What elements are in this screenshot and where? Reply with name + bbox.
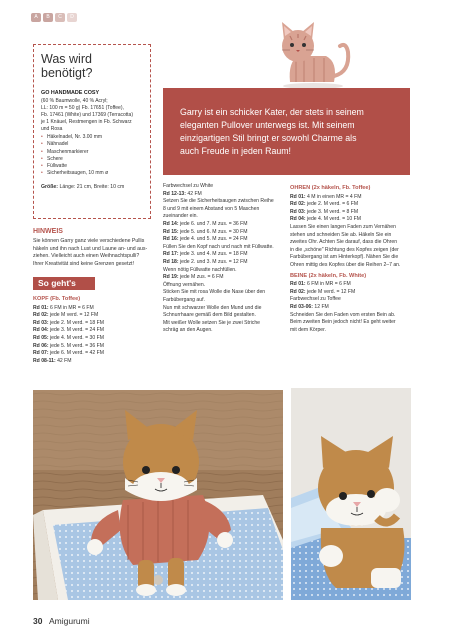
page-number: 30 (33, 616, 43, 626)
instruction-line: Schneiden Sie den Faden vom ersten Bein ab. (290, 311, 396, 318)
banner-line: auch Freude in jeden Raum! (180, 146, 292, 156)
instruction-line: Nun mit schwarzer Wolle den Mund und die (163, 304, 262, 311)
banner-line: eleganten Pullover unterwegs ist. Mit seinem (180, 120, 355, 130)
instruction-line: schräg an den Augen. (163, 327, 213, 334)
instruction-line: 8 und 9 mit einem Abstand von 5 Maschen (163, 205, 260, 212)
pattern-row: Rd 03: jede 2. M verd. = 18 FM (33, 319, 104, 326)
photo-cat-in-drawer-image (33, 390, 283, 600)
banner-line: Garry ist ein schicker Kater, der stets in seinem (180, 107, 364, 117)
yarn-line: und Rosa (41, 126, 63, 132)
materials-item: • Schere (41, 156, 144, 163)
tab-marker: A (31, 13, 41, 22)
magazine-title: Amigurumi (49, 616, 90, 626)
pattern-row: Rd 18: jede 2. und 3. M zus. = 12 FM (163, 258, 248, 265)
instruction-line: Öffnung vernähen. (163, 281, 206, 288)
instruction-line: Schnurrhaare gemäß dem Bild gestalten. (163, 312, 256, 319)
size-label: Größe: (41, 183, 59, 190)
instruction-line: in die „schöne" Richtung des Kopfes zeigen (der (290, 246, 399, 253)
instruction-line: Füllen Sie den Kopf nach und nach mit Füllwatte. (163, 243, 274, 250)
hint-line: häkeln und ihn nach Lust und Laune an- und aus- (33, 245, 148, 252)
yarn-line: LL: 100 m = 50 g) Fb. 17651 (Toffee), (41, 105, 124, 111)
instruction-line: Ohren mittig des Kopfes über die Reihen 2–7 an. (290, 261, 401, 268)
pattern-row: Rd 17: jede 3. und 4. M zus. = 18 FM (163, 251, 248, 258)
materials-item: • Nähnadel (41, 141, 144, 148)
column-ears-legs (290, 185, 415, 334)
pattern-row: Rd 04: jede 4. M verd. = 10 FM (290, 216, 361, 223)
intro-banner (163, 88, 410, 175)
instruction-line: Sticken Sie mit rosa Wolle die Nase über den (163, 289, 266, 296)
hint-line: ziehen. Vielleicht auch einen Weihnachtspulli? (33, 253, 140, 259)
photo-cat-in-drawer (33, 390, 283, 600)
instruction-line: zweites Ohr. Achten Sie darauf, dass die Ohren (290, 239, 398, 246)
pattern-row: Rd 15: jede 5. und 6. M zus. = 30 FM (163, 228, 248, 235)
materials-box (33, 44, 151, 219)
instruction-line: Wenn nötig Füllwatte nachfüllen. (163, 266, 237, 273)
pattern-row: Rd 03-06: 12 FM (290, 303, 329, 310)
yarn-line: (60 % Baumwolle, 40 % Acryl; (41, 98, 108, 104)
pattern-row: Rd 02: jede M verd. = 12 FM (33, 312, 99, 319)
pattern-row: Rd 02: jede 2. M verd. = 6 FM (290, 201, 359, 208)
size-info (41, 184, 144, 191)
instruction-line: Farbübergang auf. (163, 296, 205, 303)
pattern-row: Rd 01: 6 FM in MR = 6 FM (290, 281, 351, 288)
column-head (33, 296, 155, 365)
pattern-row: Rd 07: jede 6. M verd. = 42 FM (33, 350, 104, 357)
pattern-row: Rd 19: jede M zus. = 6 FM (163, 274, 224, 281)
tab-marker: D (67, 13, 77, 22)
pattern-row: Rd 14: jede 6. und 7. M zus. = 36 FM (163, 220, 248, 227)
banner-line: einzigartigen Stil bringt er sowohl Charme als (180, 133, 357, 143)
hint-title: HINWEIS (33, 228, 63, 235)
photo-cat-closeup-image (291, 388, 411, 600)
instruction-line: Farbübergang ist am Hinterkopf). Nähen Sie die (290, 254, 399, 261)
yarn-line: je 1 Knäuel, Restmengen in Fb. Schwarz (41, 119, 132, 125)
tab-marker: B (43, 13, 53, 22)
materials-item: • Maschenmarkierer (41, 149, 144, 156)
hint-text (33, 238, 153, 268)
materials-list (41, 134, 144, 178)
instruction-line: mit dem Körper. (290, 326, 326, 333)
section-tabs (31, 13, 77, 22)
pattern-row: Rd 16: jede 4. und 5. M zus. = 24 FM (163, 236, 248, 243)
yarn-line: Fb. 17461 (White) und 17369 (Terracotta) (41, 112, 133, 118)
instruction-line: Setzen Sie die Sicherheitsaugen zwischen Reihe (163, 198, 274, 205)
materials-item: • Sicherheitsaugen, 10 mm ø (41, 170, 144, 177)
photo-cat-closeup (291, 388, 411, 600)
section-title-ears: OHREN (2x häkeln, Fb. Toffee) (290, 185, 371, 191)
size-value: Länge: 21 cm, Breite: 10 cm (59, 183, 125, 190)
pattern-row: Rd 01: 4 M in einen MR = 4 FM (290, 193, 362, 200)
instruction-line: zueinander ein. (163, 213, 198, 220)
pattern-row: Rd 02: jede M verd. = 12 FM (290, 288, 356, 295)
color-change-note: Farbwechsel zu Toffee (290, 296, 341, 303)
hint-line: Sie können Garry ganz viele verschiedene Pullis (33, 238, 145, 244)
pattern-row: Rd 08-11: 42 FM (33, 357, 72, 364)
pattern-row: Rd 04: jede 3. M verd. = 24 FM (33, 327, 104, 334)
tab-marker: C (55, 13, 65, 22)
materials-item: • Häkelnadel, Nr. 3.00 mm (41, 134, 144, 141)
pattern-row: Rd 06: jede 5. M verd. = 36 FM (33, 342, 104, 349)
section-title-head: KOPF (Fb. Toffee) (33, 296, 81, 302)
yarn-brand: GO HANDMADE COSY (41, 90, 100, 96)
instruction-line: Mit weißer Wolle setzen Sie je zwei Striche (163, 319, 261, 326)
color-change-note: Farbwechsel zu White (163, 183, 214, 189)
hint-line: Ihrer Kreativität sind keine Grenzen gesetzt! (33, 260, 134, 267)
column-head-continued (163, 183, 287, 335)
instruction-line: stehen und schneiden Sie ab. Häkeln Sie ein (290, 231, 392, 238)
materials-item: • Füllwatte (41, 163, 144, 170)
materials-title: Was wird benötigt? (41, 52, 93, 80)
pattern-row: Rd 12-13: 42 FM (163, 190, 202, 197)
instructions-heading: So geht's (33, 277, 95, 290)
cat-illustration-icon (268, 12, 358, 92)
pattern-row: Rd 05: jede 4. M verd. = 30 FM (33, 334, 104, 341)
instruction-line: Lassen Sie einen langen Faden zum Vernähen (290, 223, 396, 230)
pattern-row: Rd 03: jede 3. M verd. = 8 FM (290, 208, 359, 215)
pattern-row: Rd 01: 6 FM in MR = 6 FM (33, 304, 94, 311)
instruction-line: Beim zweiten Bein jedoch nicht! Es geht weiter (290, 319, 396, 326)
section-title-legs: BEINE (2x häkeln, Fb. White) (290, 272, 367, 279)
